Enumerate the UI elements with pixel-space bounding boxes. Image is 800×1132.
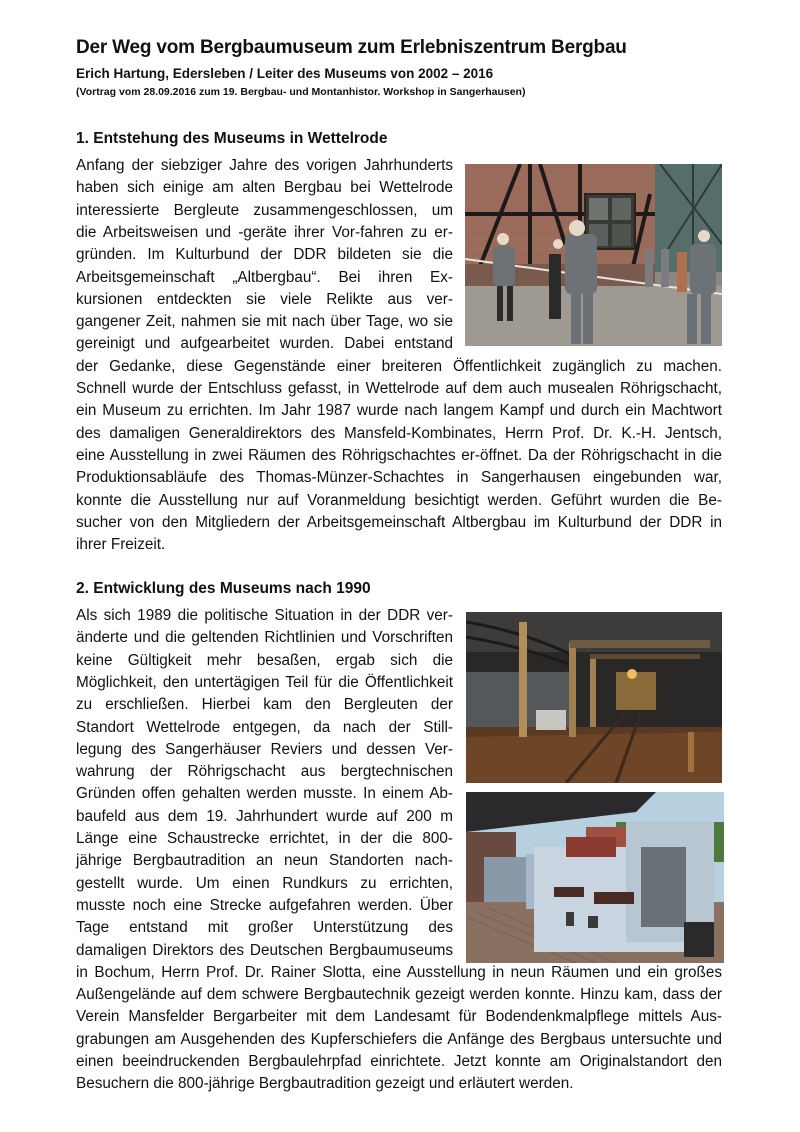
text-line: keine Gültigkeit mehr besaßen, ergab sich die [76, 651, 453, 669]
document-title: Der Weg vom Bergbaumuseum zum Erlebniszentrum Bergbau [76, 37, 627, 58]
text-line: Standort Wettelrode entgegen, da nach der Still- [76, 718, 453, 736]
text-line: gangener Zeit, nahmen sie mit nach über Tage, wo sie [76, 313, 453, 331]
text-line: gründen. Im Kulturbund der DDR bildeten sie die [76, 246, 453, 264]
text-line: ein Museum zu errichten. Im Jahr 1987 wurde nach langem Kampf und durch ein Machtwort [76, 402, 722, 420]
text-line: in Bochum, Herrn Prof. Dr. Rainer Slotta, eine Ausstellung in neun Räumen und ein großes [76, 963, 722, 981]
text-line: wahrung der Röhrigschacht aus bergtechnischen [76, 763, 453, 781]
section-1-heading: 1. Entstehung des Museums in Wettelrode [76, 130, 388, 147]
section-2-heading: 2. Entwicklung des Museums nach 1990 [76, 580, 371, 597]
text-line: musste noch eine Strecke aufgefahren werden. Über [76, 896, 453, 914]
text-line: ihrer Freizeit. [76, 536, 166, 554]
text-line: eine Ausstellung in zwei Räumen des Röhrigschachtes er-öffnet. Da der Röhrigschacht in die [76, 446, 722, 464]
text-line: die Arbeitsweisen und -geräte ihrer Vor-fahren zu er- [76, 223, 453, 241]
author-line: Erich Hartung, Edersleben / Leiter des Museums von 2002 – 2016 [76, 66, 494, 81]
text-line: der Gedanke, diese Gegenstände einer breiteren Öffentlichkeit zugänglich zu machen. [76, 357, 722, 375]
underground-mine-gallery-photo [466, 612, 722, 783]
text-line: Arbeitsgemeinschaft „Altbergbau“. Bei ihren Ex- [76, 268, 453, 286]
text-line: Anfang der siebziger Jahre des vorigen Jahrhunderts [76, 157, 453, 174]
text-line: einen beeindruckenden Bergbaulehrpfad einrichtete. Jetzt konnte am Originalstandort den [76, 1053, 722, 1070]
text-line: Außengelände auf dem schwere Bergbautechnik gezeigt werden konnte. Hinzu kam, dass der [76, 986, 722, 1004]
text-line: kursionen entdeckten sie viele Relikte aus ver- [76, 290, 453, 308]
text-line: Als sich 1989 die politische Situation in der DDR ver- [76, 607, 453, 624]
text-line: grabungen am Ausgehenden des Kupferschiefers die Anfänge des Bergbaus untersuchte und [76, 1030, 722, 1048]
text-line: Gründen offen gehalten werden musste. In einem Ab- [76, 785, 453, 803]
text-line: Schnell wurde der Entschluss gefasst, in Wettelrode auf dem auch musealen Röhrigschacht, [76, 380, 722, 397]
mining-locomotive-photo [466, 792, 724, 963]
text-line: Tage entstand mit großer Unterstützung des [76, 919, 453, 937]
text-line: Länge eine Schaustrecke errichtet, in der die 800- [76, 830, 453, 847]
text-line: gestellt wurde. Um einen Rundkurs zu errichten, [76, 874, 453, 892]
text-line: Produktionsabläufe des Thomas-Münzer-Schachtes in Sangerhausen eingebunden war, [76, 469, 722, 487]
text-line: gereinigt und aufgearbeitet wurden. Dabei entstand [76, 335, 453, 353]
text-line: Besuchern die 800-jährige Bergbautradition gezeigt und erläutert werden. [76, 1075, 574, 1093]
text-line: legung des Sangerhäuser Reviers und dessen Ver- [76, 740, 453, 758]
text-line: damaligen Direktors des Deutschen Bergbaumuseums [76, 941, 453, 959]
text-line: konnte die Ausstellung nur auf Voranmeldung besichtigt werden. Geführt wurden die Be- [76, 491, 722, 509]
text-line: zu erschließen. Hierbei kam den Bergleuten der [76, 696, 453, 714]
text-line: änderte und die geltenden Richtlinien und Vorschriften [76, 629, 453, 647]
text-line: des damaligen Generaldirektors des Mansfeld-Kombinates, Herrn Prof. Dr. K.-H. Jentsch, [76, 424, 722, 442]
text-line: baufeld aus dem 19. Jahrhundert wurde auf 200 m [76, 807, 453, 825]
text-line: jährige Bergbautradition an neun Standorten nach- [76, 852, 453, 870]
text-line: Möglichkeit, den untertägigen Teil für die Öffentlichkeit [76, 673, 453, 691]
text-line: sucher von den Mitgliedern der Arbeitsgemeinschaft Altbergbau im Kulturbund der DDR in [76, 513, 722, 531]
text-line: haben sich einige am alten Bergbau bei Wettelrode [76, 179, 453, 197]
lecture-note: (Vortrag vom 28.09.2016 zum 19. Bergbau- und Montanhistor. Workshop in Sangerhausen) [76, 86, 526, 98]
text-line: interessierte Bergleute zusammengeschlossen, um [76, 201, 453, 219]
ribbon-cutting-ceremony-photo [465, 164, 722, 346]
text-line: Verein Mansfelder Bergarbeiter mit dem Landesamt für Bodendenkmalpflege mittels Aus- [76, 1008, 722, 1026]
